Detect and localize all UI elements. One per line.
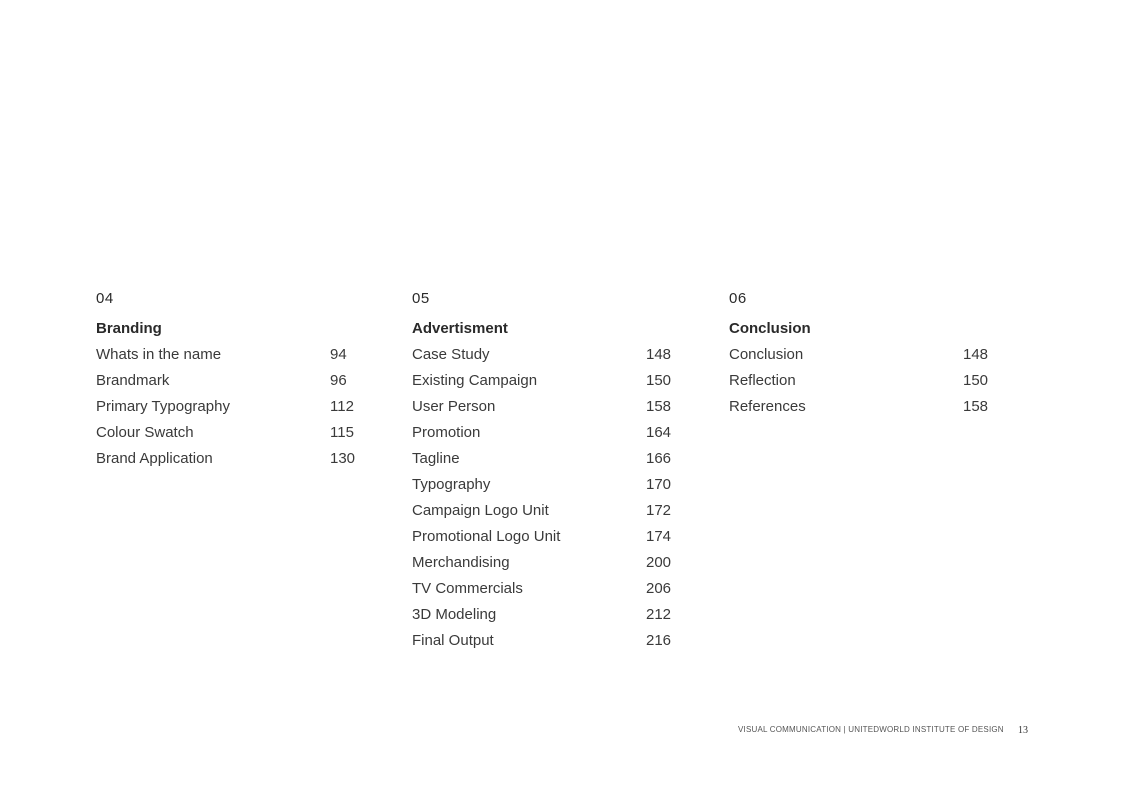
toc-entry bbox=[412, 576, 674, 602]
entry-page: 158 bbox=[963, 398, 989, 415]
toc-entry bbox=[96, 342, 358, 368]
entry-label: Promotion bbox=[412, 424, 481, 441]
entry-label: Colour Swatch bbox=[96, 424, 194, 441]
entry-page: 150 bbox=[646, 372, 672, 389]
entry-page: 212 bbox=[646, 606, 672, 623]
section-title: Branding bbox=[96, 320, 162, 337]
toc-entry bbox=[729, 394, 991, 420]
section-number: 05 bbox=[412, 290, 430, 307]
toc-section-branding bbox=[96, 288, 358, 472]
entry-page: 148 bbox=[646, 346, 672, 363]
toc-entry bbox=[412, 498, 674, 524]
entry-label: Brandmark bbox=[96, 372, 170, 389]
entry-label: TV Commercials bbox=[412, 580, 523, 597]
toc-entry bbox=[729, 368, 991, 394]
entry-label: Merchandising bbox=[412, 554, 510, 571]
entry-label: Typography bbox=[412, 476, 491, 493]
entry-page: 170 bbox=[646, 476, 672, 493]
entry-label: Final Output bbox=[412, 632, 494, 649]
toc-entry bbox=[729, 342, 991, 368]
toc-entry bbox=[412, 420, 674, 446]
toc-entry bbox=[96, 446, 358, 472]
page-footer: VISUAL COMMUNICATION | UNITEDWORLD INSTITUTE OF DESIGN bbox=[738, 725, 1004, 734]
section-number: 06 bbox=[729, 290, 747, 307]
entry-page: 112 bbox=[330, 398, 354, 415]
entry-label: Conclusion bbox=[729, 346, 804, 363]
entry-label: Primary Typography bbox=[96, 398, 230, 415]
toc-entry bbox=[412, 550, 674, 576]
entry-page: 200 bbox=[646, 554, 672, 571]
entry-page: 158 bbox=[646, 398, 672, 415]
toc-entry bbox=[412, 628, 674, 654]
entry-label: Case Study bbox=[412, 346, 490, 363]
entry-label: 3D Modeling bbox=[412, 606, 497, 623]
entry-label: Whats in the name bbox=[96, 346, 222, 363]
entry-label: User Person bbox=[412, 398, 496, 415]
entry-label: Tagline bbox=[412, 450, 460, 467]
section-title: Advertisment bbox=[412, 320, 508, 337]
entry-page: 130 bbox=[330, 450, 356, 467]
entry-label: Existing Campaign bbox=[412, 372, 538, 389]
page-number: 13 bbox=[1018, 725, 1028, 736]
entry-page: 96 bbox=[330, 372, 347, 389]
toc-entry bbox=[412, 602, 674, 628]
toc-entry bbox=[96, 368, 358, 394]
entry-label: References bbox=[729, 398, 806, 415]
toc-section-conclusion bbox=[729, 288, 991, 420]
entry-page: 174 bbox=[646, 528, 672, 545]
entry-page: 150 bbox=[963, 372, 989, 389]
toc-entry bbox=[96, 420, 358, 446]
entry-label: Promotional Logo Unit bbox=[412, 528, 561, 545]
section-number: 04 bbox=[96, 290, 114, 307]
toc-entry bbox=[412, 368, 674, 394]
entry-label: Reflection bbox=[729, 372, 796, 389]
entry-page: 216 bbox=[646, 632, 672, 649]
entry-page: 115 bbox=[330, 424, 354, 441]
entry-label: Campaign Logo Unit bbox=[412, 502, 549, 519]
entry-page: 164 bbox=[646, 424, 672, 441]
toc-entry bbox=[412, 472, 674, 498]
entry-page: 166 bbox=[646, 450, 672, 467]
entry-label: Brand Application bbox=[96, 450, 213, 467]
entry-page: 172 bbox=[646, 502, 672, 519]
toc-entry bbox=[96, 394, 358, 420]
section-title: Conclusion bbox=[729, 320, 811, 337]
entry-page: 94 bbox=[330, 346, 347, 363]
toc-entry bbox=[412, 446, 674, 472]
entry-page: 206 bbox=[646, 580, 672, 597]
entry-page: 148 bbox=[963, 346, 989, 363]
toc-section-advertisment bbox=[412, 288, 674, 654]
toc-entry bbox=[412, 524, 674, 550]
toc-entry bbox=[412, 342, 674, 368]
toc-entry bbox=[412, 394, 674, 420]
